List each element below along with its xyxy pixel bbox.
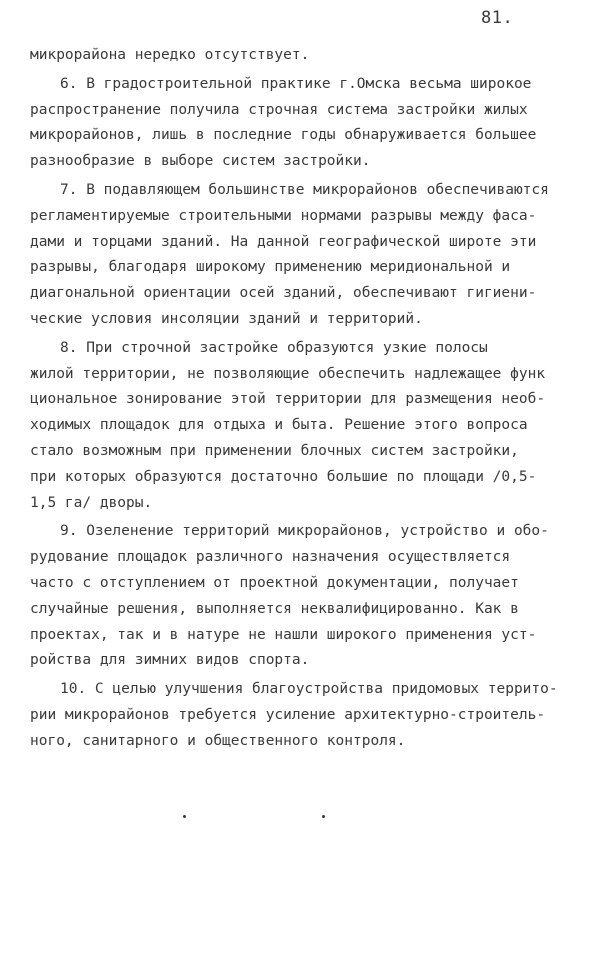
paragraph-8-line: стало возможным при применении блочных систем застройки, (30, 442, 519, 459)
paragraph-8-line: при которых образуются достаточно большие по площади /0,5- (30, 468, 537, 485)
paragraph-6-line: распространение получила строчная система застройки жилых (30, 101, 528, 118)
paragraph-9-line: случайные решения, выполняется неквалифицированно. Как в (30, 600, 519, 617)
paragraph-9-line: 9. Озеленение территорий микрорайонов, устройство и обо- (60, 523, 549, 540)
paragraph-7-line: ческие условия инсоляции зданий и территорий. (30, 310, 423, 327)
paragraph-9-line: ройства для зимних видов спорта. (30, 652, 310, 669)
paragraph-7-line: разрывы, благодаря широкому применению меридиональной и (30, 259, 511, 276)
paragraph-8-line: 1,5 га/ дворы. (30, 494, 153, 511)
end-mark-dot-left (183, 815, 186, 818)
paragraph-6-line: разнообразие в выборе систем застройки. (30, 153, 371, 170)
paragraph-7-line: регламентируемые строительными нормами разрывы между фаса- (30, 207, 537, 224)
paragraph-7-line: 7. В подавляющем большинстве микрорайонов обеспечиваются (60, 181, 549, 198)
paragraph-7-line: дами и торцами зданий. На данной географической широте эти (30, 233, 537, 250)
paragraph-9-line: рудование площадок различного назначения осуществляется (30, 549, 511, 566)
paragraph-10-line: рии микрорайонов требуется усиление архитектурно-строитель- (30, 706, 546, 723)
paragraph-8-line: жилой территории, не позволяющие обеспечить надлежащее функ (30, 365, 546, 382)
paragraph-6-line: микрорайонов, лишь в последние годы обнаруживается большее (30, 127, 537, 144)
document-body (30, 43, 586, 755)
page-number: 81. (481, 8, 514, 28)
text-line: микрорайона нередко отсутствует. (30, 47, 310, 63)
paragraph-7-line: диагональной ориентации осей зданий, обеспечивают гигиени- (30, 285, 537, 302)
paragraph-6-line: 6. В градостроительной практике г.Омска весьма широкое (60, 75, 532, 92)
paragraph-9-line: проектах, так и в натуре не нашли широкого применения уст- (30, 626, 537, 643)
paragraph-8-line: 8. При строчной застройке образуются узкие полосы (60, 339, 488, 356)
paragraph-8-line: циональное зонирование этой территории для размещения необ- (30, 391, 546, 408)
paragraph-10-line: 10. С целью улучшения благоустройства придомовых террито- (60, 681, 558, 698)
paragraph-9-line: часто с отступлением от проектной документации, получает (30, 574, 519, 591)
paragraph-8-line: ходимых площадок для отдыха и быта. Решение этого вопроса (30, 417, 528, 434)
end-mark-dot-right (322, 815, 325, 818)
paragraph-10-line: ного, санитарного и общественного контроля. (30, 732, 406, 749)
